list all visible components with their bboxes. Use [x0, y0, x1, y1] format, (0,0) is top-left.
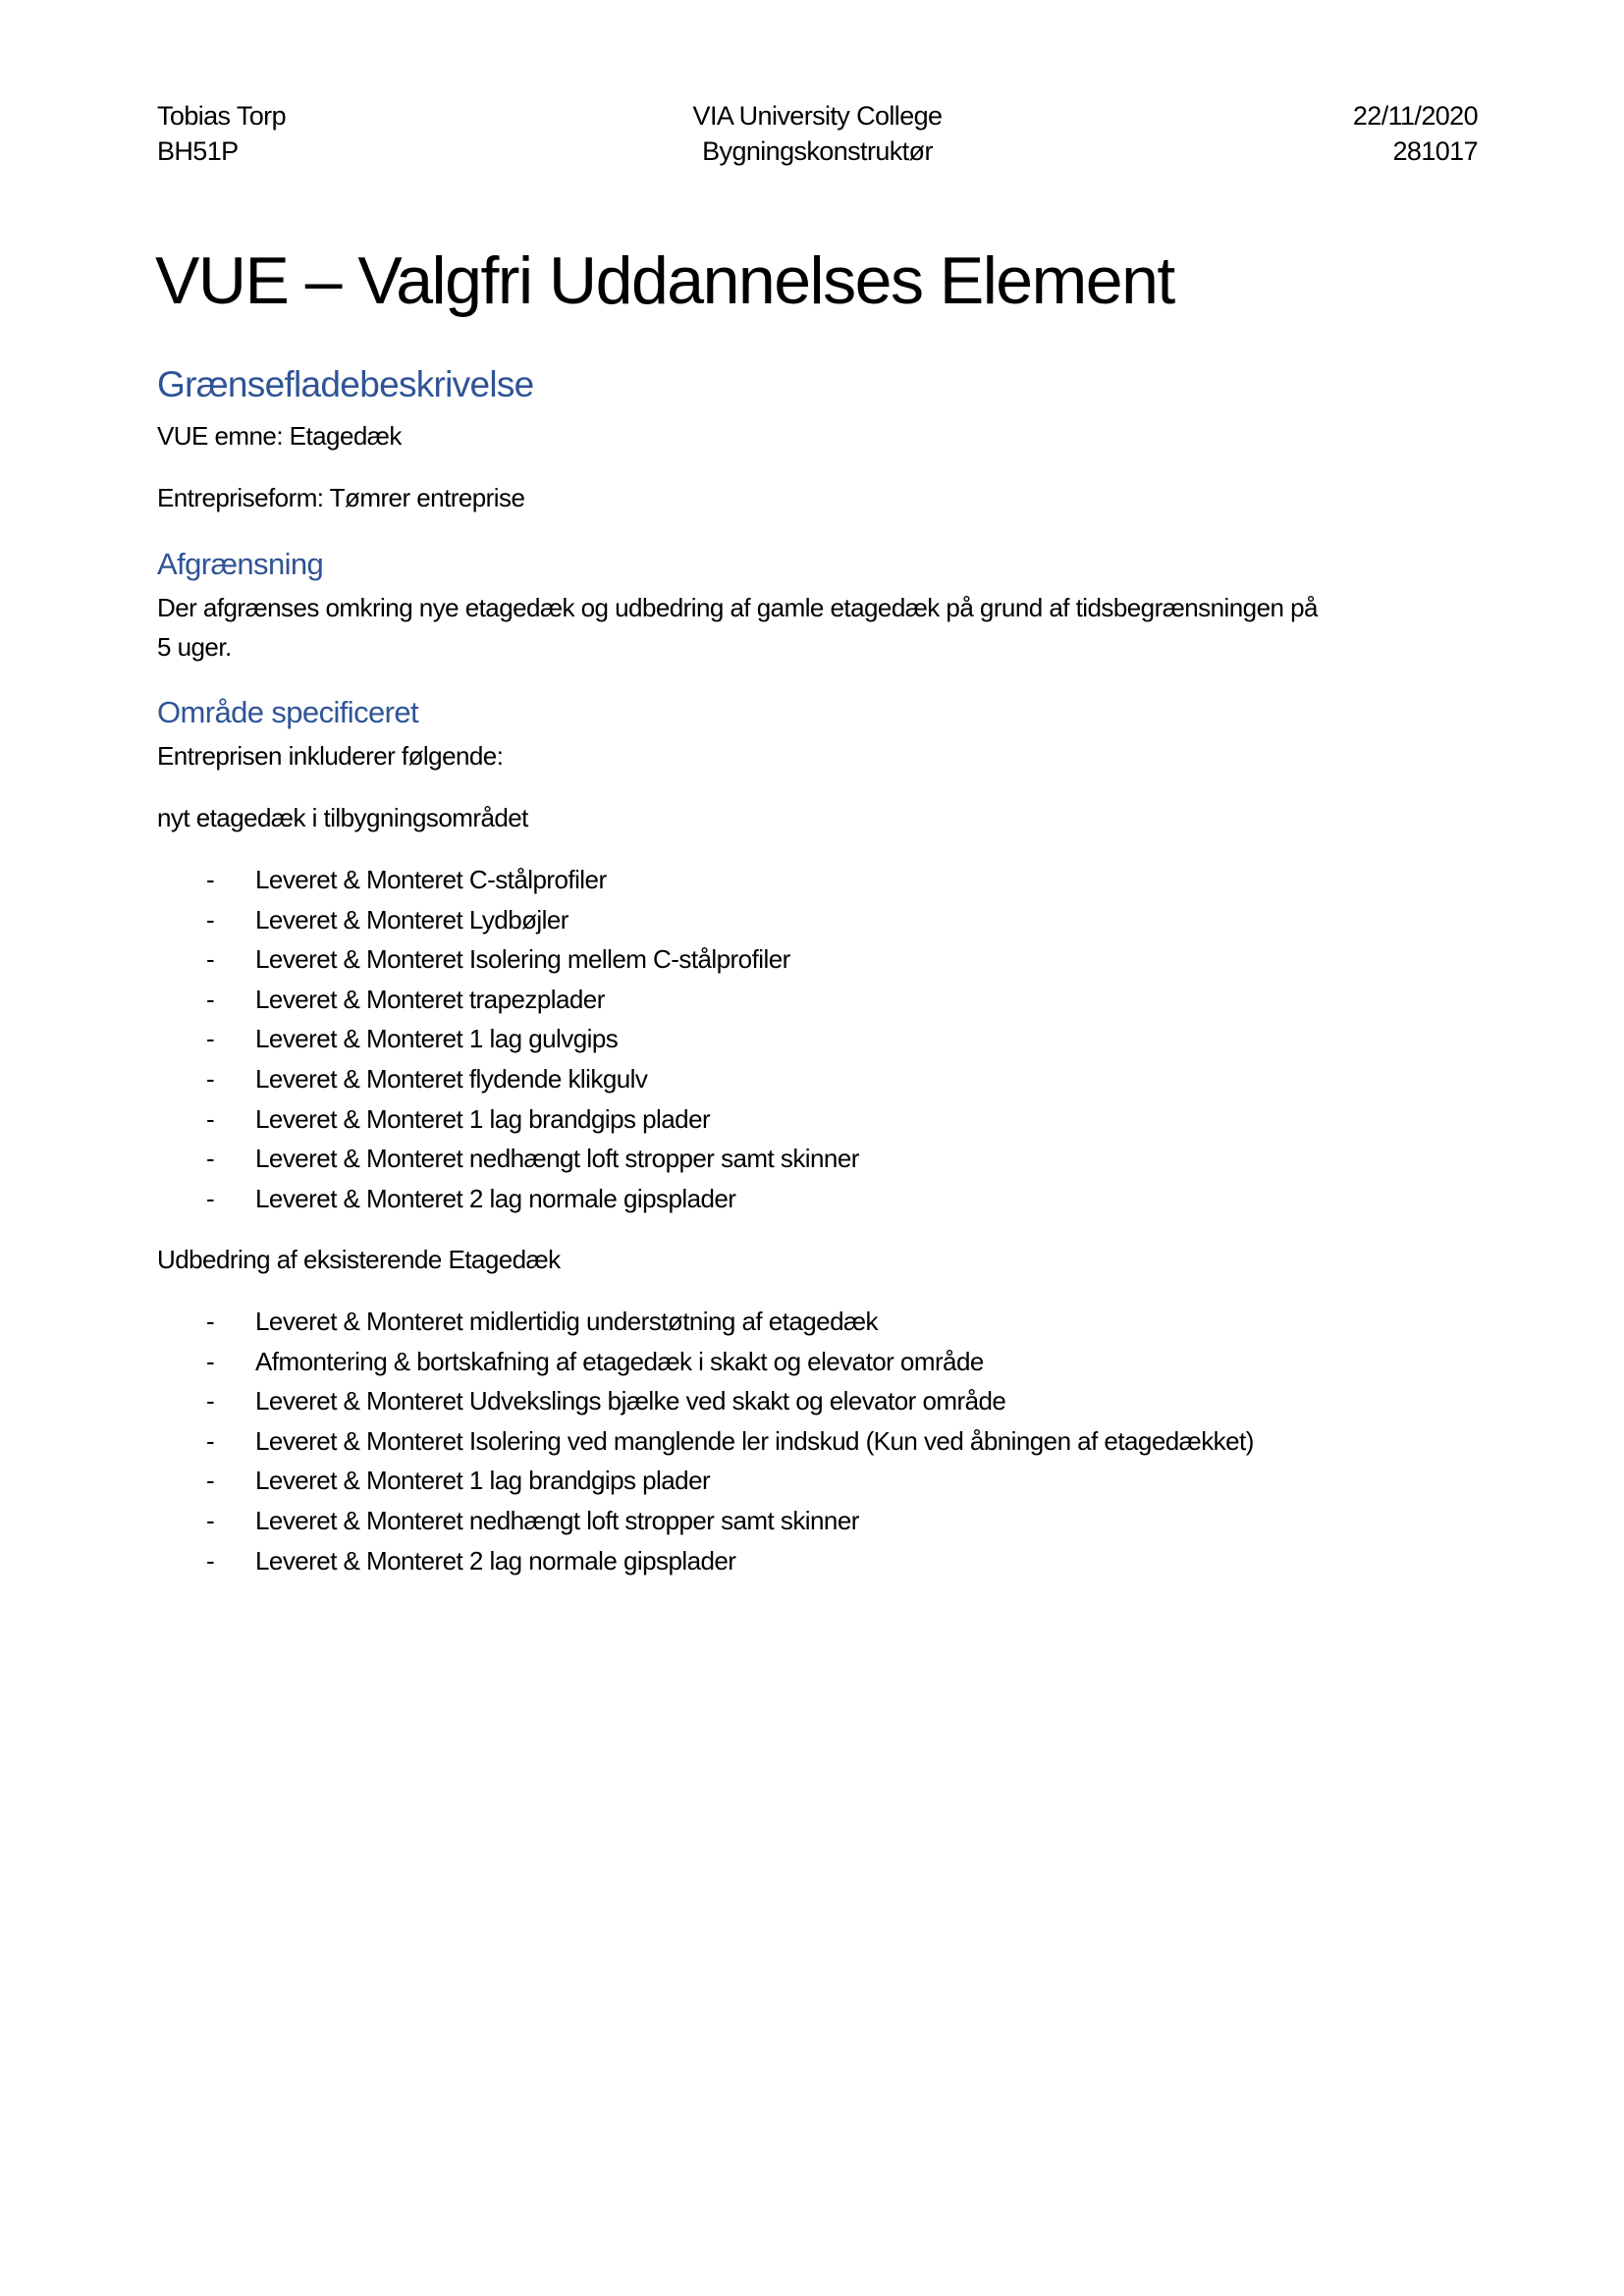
- list-item-text: Afmontering & bortskafning af etagedæk i skakt og elevator område: [255, 1346, 984, 1376]
- list-item-text: Leveret & Monteret Udvekslings bjælke ved skakt og elevator område: [255, 1386, 1006, 1416]
- new-floor-label: nyt etagedæk i tilbygningsområdet: [157, 803, 528, 832]
- heading-graensefladebeskrivelse: Grænsefladebeskrivelse: [157, 364, 534, 404]
- delimitation-line-2: 5 uger.: [157, 632, 232, 662]
- header-program: Bygningskonstruktør: [702, 136, 933, 166]
- repair-label: Udbedring af eksisterende Etagedæk: [157, 1245, 561, 1274]
- list-item-text: Leveret & Monteret trapezplader: [255, 984, 605, 1014]
- list-item-text: Leveret & Monteret 2 lag normale gipsplader: [255, 1545, 736, 1575]
- list-item-text: Leveret & Monteret 2 lag normale gipsplader: [255, 1183, 736, 1213]
- header-institution: VIA University College: [692, 101, 943, 131]
- list-item-text: Leveret & Monteret Lydbøjler: [255, 904, 568, 934]
- dash-bullet: -: [206, 984, 215, 1014]
- dash-bullet: -: [206, 1103, 215, 1134]
- list-item-text: Leveret & Monteret nedhængt loft stropper samt skinner: [255, 1144, 859, 1174]
- dash-bullet: -: [206, 1466, 215, 1496]
- list-item-text: Leveret & Monteret flydende klikgulv: [255, 1063, 648, 1094]
- dash-bullet: -: [206, 904, 215, 934]
- dash-bullet: -: [206, 1144, 215, 1174]
- heading-omraade-specificeret: Område specificeret: [157, 695, 418, 729]
- list-item-text: Leveret & Monteret 1 lag brandgips plader: [255, 1103, 711, 1134]
- dash-bullet: -: [206, 944, 215, 975]
- dash-bullet: -: [206, 1307, 215, 1336]
- list-item-text: Leveret & Monteret Isolering mellem C-stålprofiler: [255, 944, 790, 975]
- delimitation-line-1: Der afgrænses omkring nye etagedæk og udbedring af gamle etagedæk på grund af tidsbegrænsningen på: [157, 593, 1318, 622]
- dash-bullet: -: [206, 1346, 215, 1376]
- dash-bullet: -: [206, 1024, 215, 1054]
- dash-bullet: -: [206, 1425, 215, 1456]
- contract-form-line: Entrepriseform: Tømrer entreprise: [157, 483, 525, 512]
- dash-bullet: -: [206, 1505, 215, 1535]
- list-item-text: Leveret & Monteret Isolering ved manglende ler indskud (Kun ved åbningen af etagedækket): [255, 1425, 1254, 1456]
- header-class: BH51P: [157, 136, 239, 166]
- list-item-text: Leveret & Monteret nedhængt loft stropper samt skinner: [255, 1505, 859, 1535]
- header-row-1: [157, 98, 1478, 133]
- list-item-text: Leveret & Monteret midlertidig understøtning af etagedæk: [255, 1307, 879, 1336]
- list-item-text: Leveret & Monteret 1 lag brandgips plader: [255, 1466, 711, 1496]
- dash-bullet: -: [206, 1386, 215, 1416]
- header-student-number: 281017: [1392, 136, 1478, 166]
- page-header: [157, 98, 1478, 169]
- header-author: Tobias Torp: [157, 101, 286, 131]
- list-item-text: Leveret & Monteret C-stålprofiler: [255, 865, 607, 894]
- list-item-text: Leveret & Monteret 1 lag gulvgips: [255, 1024, 619, 1054]
- dash-bullet: -: [206, 1545, 215, 1575]
- dash-bullet: -: [206, 865, 215, 894]
- topic-line: VUE emne: Etagedæk: [157, 421, 402, 451]
- area-intro: Entreprisen inkluderer følgende:: [157, 741, 504, 771]
- header-date: 22/11/2020: [1352, 101, 1478, 131]
- heading-afgraensning: Afgrænsning: [157, 547, 324, 581]
- header-row-2: [157, 133, 1478, 169]
- dash-bullet: -: [206, 1063, 215, 1094]
- dash-bullet: -: [206, 1183, 215, 1213]
- document-title: VUE – Valgfri Uddannelses Element: [155, 243, 1174, 318]
